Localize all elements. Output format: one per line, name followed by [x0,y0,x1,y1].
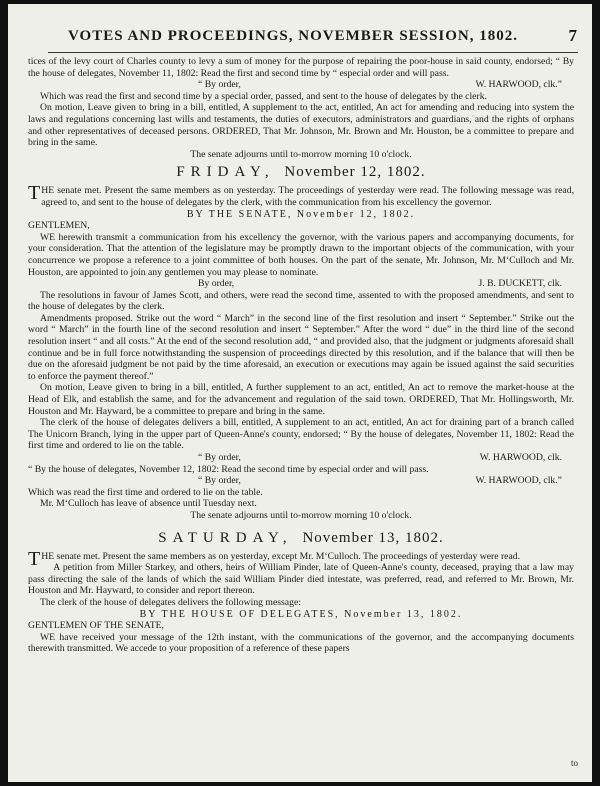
paragraph: A petition from Miller Starkey, and others, heirs of William Pinder, late of Queen-Anne's county, deceased, praying that a law may pass directing the sale of the lands of which the said William Pinder died intestate, was preferred, read, and referred to Mr. Brown, Mr. Houston and Mr. Hayward, to consider and report thereon. [28,562,574,597]
signature-clerk: W. HARWOOD, clk.” [475,79,562,91]
paragraph: WE have received your message of the 12th instant, with the communications of the governor, and the accompanying documents therewith transmitted. We accede to your proposition of a reference of these papers [28,631,574,655]
signature-clerk: J. B. DUCKETT, clk. [478,278,562,290]
day-heading-friday [28,164,574,181]
salutation: GENTLEMEN, [28,220,90,232]
catchword: to [570,758,578,768]
page-number: 7 [568,26,578,45]
adjournment-line: The senate adjourns until to-morrow morning 10 o'clock. [190,509,412,521]
signature-by-order: “ By order, [198,79,241,91]
signature-line [28,452,574,464]
running-head [48,26,578,53]
signature-clerk: W. HARWOOD, clk.” [475,475,562,487]
adjournment-line: The senate adjourns until to-morrow morning 10 o'clock. [190,148,412,160]
signature-line [28,278,574,290]
message-heading: BY THE SENATE, November 12, 1802. [186,208,416,220]
paragraph: Which was read the first time and ordered to lie on the table. [28,486,263,498]
signature-clerk: W. HARWOOD, clk. [479,452,562,463]
day-date: November 13, 1802. [302,529,444,546]
page-body [28,56,574,655]
paragraph: Amendments proposed. Strike out the word “ March” in the second line of the first resolution and insert “ September.” Strike out the word “ March” in the fourth line of the second resolution and insert “ September.” After the word “ due” in the third line of the second resolution insert “ and all costs.” At the end of the second resolution add, “ and provided also, that the judgment or judgments aforesaid shall continue and be in full force notwithstanding the suspension of proceedings directed by this resolution, and if the balance that will then be due on the aforesaid judgment be not paid by the time aforesaid, an execution or executions may again be issued against the said securities to enforce the payment thereof.” [28,312,574,382]
paragraph: The clerk of the house of delegates delivers the following message: [40,596,301,608]
paragraph: THE senate met. Present the same members as on yesterday, except Mr. M‘Culloch. The proceedings of yesterday were read. [28,547,521,570]
paragraph: tices of the levy court of Charles county to levy a sum of money for the purpose of repairing the poor-house in said county, endorsed; “ By the house of delegates, November 11, 1802: Read the first and second time by “ especial order and will pass. [28,56,574,79]
paragraph: THE senate met. Present the same members as on yesterday. The proceedings of yesterday were read. The following message was read, agreed to, and sent to the house of delegates by the clerk, with the communication from his excellency the governor. [28,182,574,208]
day-heading-saturday [28,530,574,547]
paragraph: The clerk of the house of delegates delivers a bill, entitled, A supplement to an act, entitled, An act for draining part of a branch called The Unicorn Branch, lying in the upper part of Queen-Anne's county, endorsed; “ By the house of delegates, November 11, 1802: Read the first time and ordered to lie on the table. [28,417,574,452]
paragraph: The resolutions in favour of James Scott, and others, were read the second time, assented to with the proposed amendments, and sent to the house of delegates by the clerk. [28,289,574,313]
drop-cap: T [28,182,41,205]
paragraph: WE herewith transmit a communication from his excellency the governor, with the various papers and accompanying documents, for your consideration. That the attention of the legislature may be promptly drawn to the important objects of the communication, with your concurrence we propose a reference to a joint committee of both houses. On the part of the senate, Mr. Johnson, Mr. M‘Culloch and Mr. Houston, are appointed to join any gentlemen you may please to nominate. [28,231,574,278]
paragraph: Which was read the first and second time by a special order, passed, and sent to the house of delegates by the clerk. [40,90,487,102]
signature-by-order: By order, [198,278,235,290]
paragraph: On motion, Leave given to bring in a bill, entitled, A further supplement to an act, entitled, An act to remove the market-house at the Head of Elk, and establish the same, and for the advancement and regulation of the said town. ORDERED, That Mr. Hollingsworth, Mr. Houston and Mr. Hayward, be a committee to prepare and bring in the same. [28,382,574,417]
day-name: SATURDAY, [158,529,293,546]
salutation: GENTLEMEN OF THE SENATE, [28,620,164,632]
day-name: FRIDAY, [176,164,275,181]
running-head-title: VOTES AND PROCEEDINGS, NOVEMBER SESSION, 1802. [68,28,518,44]
signature-by-order: “ By order, [198,475,241,487]
signature-by-order: “ By order, [198,452,241,463]
paragraph: On motion, Leave given to bring in a bill, entitled, A supplement to the act, entitled, An act for amending and reducing into system the laws and regulations concerning last wills and testaments, the duties of executors, administrators and guardians, and the rights of orphans and other representatives of deceased persons. ORDERED, That Mr. Johnson, Mr. Brown and Mr. Houston, be a committee to prepare and bring in the same. [28,102,574,149]
paragraph: Mr. M‘Culloch has leave of absence until Tuesday next. [40,498,257,510]
message-heading: BY THE HOUSE OF DELEGATES, November 13, 1802. [139,608,463,620]
day-date: November 12, 1802. [284,164,426,181]
drop-cap: T [28,547,41,570]
signature-line [28,475,574,487]
signature-line [28,79,574,91]
paragraph: “ By the house of delegates, November 12, 1802: Read the second time by especial order and will pass. [28,463,429,475]
document-page [8,4,592,782]
